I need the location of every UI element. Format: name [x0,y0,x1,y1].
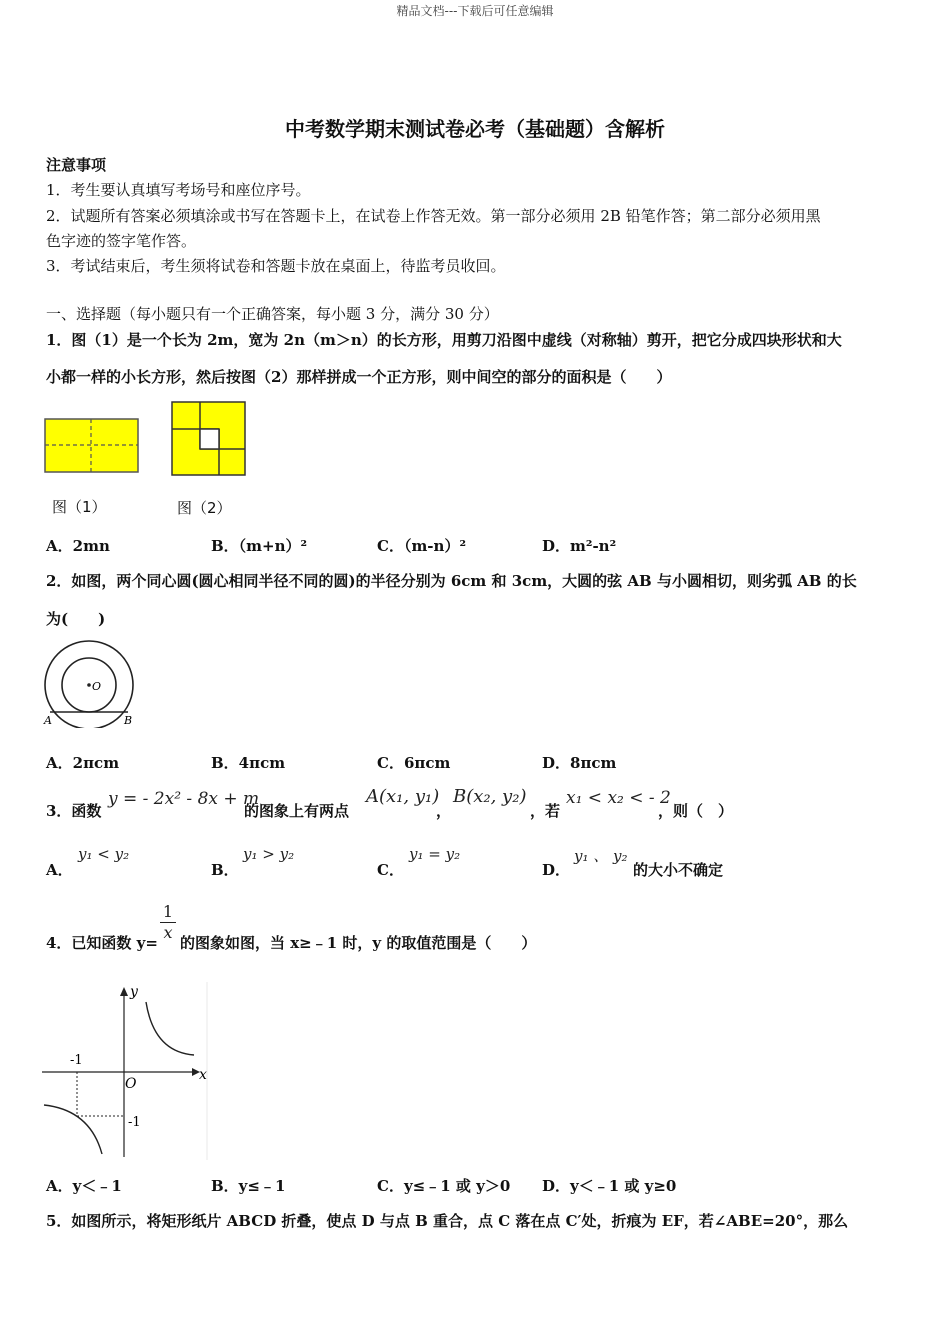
q4-graph-origin-label: O [125,1076,137,1092]
q2-option-c[interactable]: C．6πcm [377,754,451,772]
q3-point-b: B(x₂, y₂) [453,786,527,807]
q1-option-b[interactable]: B．（m+n）² [211,537,308,555]
q4-graph-x-label: x [199,1067,207,1083]
q3-option-d-letter[interactable]: D． [542,861,571,879]
q2-option-b[interactable]: B．4πcm [211,754,286,772]
q1-text-line1: 1．图（1）是一个长为 2m，宽为 2n（m＞n）的长方形，用剪刀沿图中虚线（对称轴）剪开，把它分成四块形状和大 [46,331,842,349]
q3-mid-text: 的图象上有两点 [244,802,350,820]
notice-item: 1．考生要认真填写考场号和座位序号。 [46,181,311,199]
q3-option-c-math[interactable]: y₁ = y₂ [409,845,461,863]
notice-heading: 注意事项 [46,156,107,174]
q3-option-b-math[interactable]: y₁ > y₂ [243,845,295,863]
q1-figure1-rectangle [44,418,142,476]
q1-figure1-caption: 图（1） [52,498,107,516]
q3-option-a-letter[interactable]: A． [46,861,73,879]
q3-option-d-math[interactable]: y₁ 、 y₂ [574,847,628,865]
q3-condition: x₁ < x₂ < - 2 [566,788,671,808]
q4-fraction-denominator: x [163,923,173,942]
q3-option-b-letter[interactable]: B． [211,861,239,879]
notice-item: 色字迹的签字笔作答。 [46,232,197,250]
q3-comma: ， [436,802,452,820]
q3-option-a-math[interactable]: y₁ < y₂ [78,845,130,863]
q1-figure2-caption: 图（2） [177,499,232,517]
q5-text-line1: 5．如图所示，将矩形纸片 ABCD 折叠，使点 D 与点 B 重合，点 C 落在点 C′处，折痕为 EF，若∠ABE=20°，那么 [46,1212,849,1230]
header-note: 精品文档---下载后可任意编辑 [396,4,554,18]
q2-text-line1: 2．如图，两个同心圆(圆心相同半径不同的圆)的半径分别为 6cm 和 3cm，大圆的弦 AB 与小圆相切，则劣弧 AB 的长 [46,572,857,590]
q4-hyperbola-graph [42,982,212,1162]
q4-graph-neg1-y-label: -1 [128,1115,141,1130]
q3-if-text: ，若 [530,802,561,820]
q4-option-b[interactable]: B．y≤﹣1 [211,1177,286,1195]
q2-label-a: A [44,714,52,727]
q3-prefix: 3．函数 [46,802,102,820]
q3-function-formula: y = - 2x² - 8x + m [108,789,260,809]
q1-option-c[interactable]: C．（m-n）² [377,537,467,555]
q4-graph-neg1-x-label: -1 [70,1053,83,1068]
q2-label-o: O [92,680,102,693]
notice-item: 2．试题所有答案必须填涂或书写在答题卡上，在试卷上作答无效。第一部分必须用 2B 铅笔作答；第二部分必须用黑 [46,207,821,225]
q3-point-a: A(x₁, y₁) [366,786,440,807]
q1-text-line2: 小都一样的小长方形，然后按图（2）那样拼成一个正方形，则中间空的部分的面积是（ ） [46,368,672,386]
q4-prefix: 4．已知函数 y= [46,934,158,952]
q4-suffix: 的图象如图，当 x≥﹣1 时，y 的取值范围是（ ） [180,934,537,952]
notice-item: 3．考试结束后，考生须将试卷和答题卡放在桌面上，待监考员收回。 [46,257,506,275]
page-title: 中考数学期末测试卷必考（基础题）含解析 [285,117,665,141]
q2-option-a[interactable]: A．2πcm [46,754,120,772]
q4-option-d[interactable]: D．y＜﹣1 或 y≥0 [542,1177,677,1195]
q4-option-c[interactable]: C．y≤﹣1 或 y＞0 [377,1177,511,1195]
q4-fraction-numerator: 1 [162,902,174,921]
q1-figure2-square [170,400,248,478]
q4-fraction [160,902,176,943]
q2-text-line2: 为( ) [46,610,106,628]
q2-option-d[interactable]: D．8πcm [542,754,617,772]
q4-graph-y-label: y [130,984,138,1000]
q3-option-c-letter[interactable]: C． [377,861,404,879]
q2-label-b: B [124,714,133,727]
q3-option-d-suffix: 的大小不确定 [633,861,724,879]
q2-concentric-circles-figure [40,640,140,728]
q1-option-d[interactable]: D．m²-n² [542,537,617,555]
q3-then-text: ，则（ ） [658,802,734,820]
q1-option-a[interactable]: A．2mn [46,537,110,555]
q4-option-a[interactable]: A．y＜﹣1 [46,1177,122,1195]
section-heading: 一、选择题（每小题只有一个正确答案，每小题 3 分，满分 30 分） [46,305,499,323]
